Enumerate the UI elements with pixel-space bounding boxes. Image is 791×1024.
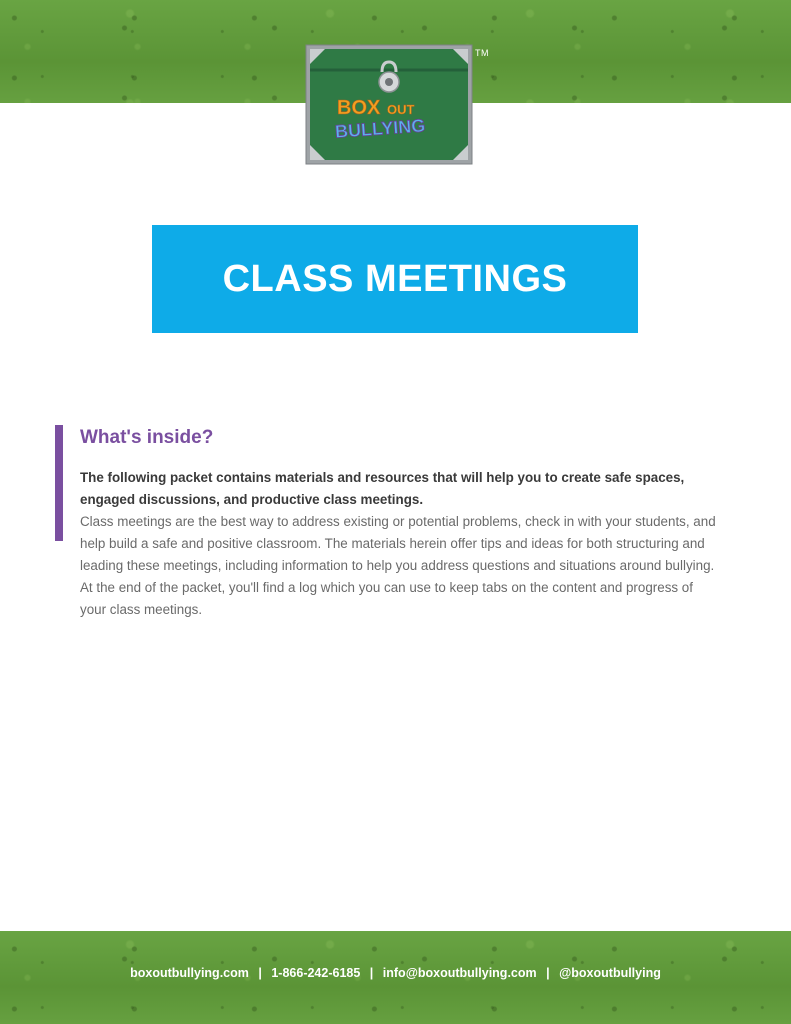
logo-graphic — [305, 44, 473, 165]
logo-text-bullying: BULLYING — [334, 115, 426, 142]
section-body-paragraph: Class meetings are the best way to address existing or potential problems, check in with your students, and help build a safe and positive classroom. The materials herein offer tips and ideas for both structuring and leading these meetings, including information to help you address questions and situations around bullying. At the end of the packet, you'll find a log which you can use to keep tabs on the content and progress of your class meetings. — [80, 514, 716, 617]
section-accent-bar — [55, 425, 63, 541]
section-heading: What's inside? — [80, 427, 214, 448]
whats-inside-section — [80, 425, 720, 621]
logo-text-out: OUT — [387, 102, 415, 117]
title-banner — [152, 225, 638, 333]
trademark-symbol: TM — [475, 48, 489, 58]
logo-text-box: BOX — [337, 97, 381, 119]
footer-social-handle[interactable]: @boxoutbullying — [559, 966, 661, 980]
footer-separator: | — [369, 966, 374, 980]
footer-email-link[interactable]: info@boxoutbullying.com — [382, 966, 537, 980]
section-lead-paragraph: The following packet contains materials and resources that will help you to create safe spaces, engaged discussions, and productive class meetings. — [80, 470, 685, 507]
footer-website-link[interactable]: boxoutbullying.com — [130, 966, 249, 980]
box-out-bullying-logo — [305, 44, 473, 165]
footer-contact-line — [0, 966, 791, 980]
footer-phone: 1-866-242-6185 — [271, 966, 361, 980]
footer-separator: | — [258, 966, 262, 980]
footer-separator: | — [546, 966, 550, 980]
page-title: CLASS MEETINGS — [222, 257, 568, 300]
